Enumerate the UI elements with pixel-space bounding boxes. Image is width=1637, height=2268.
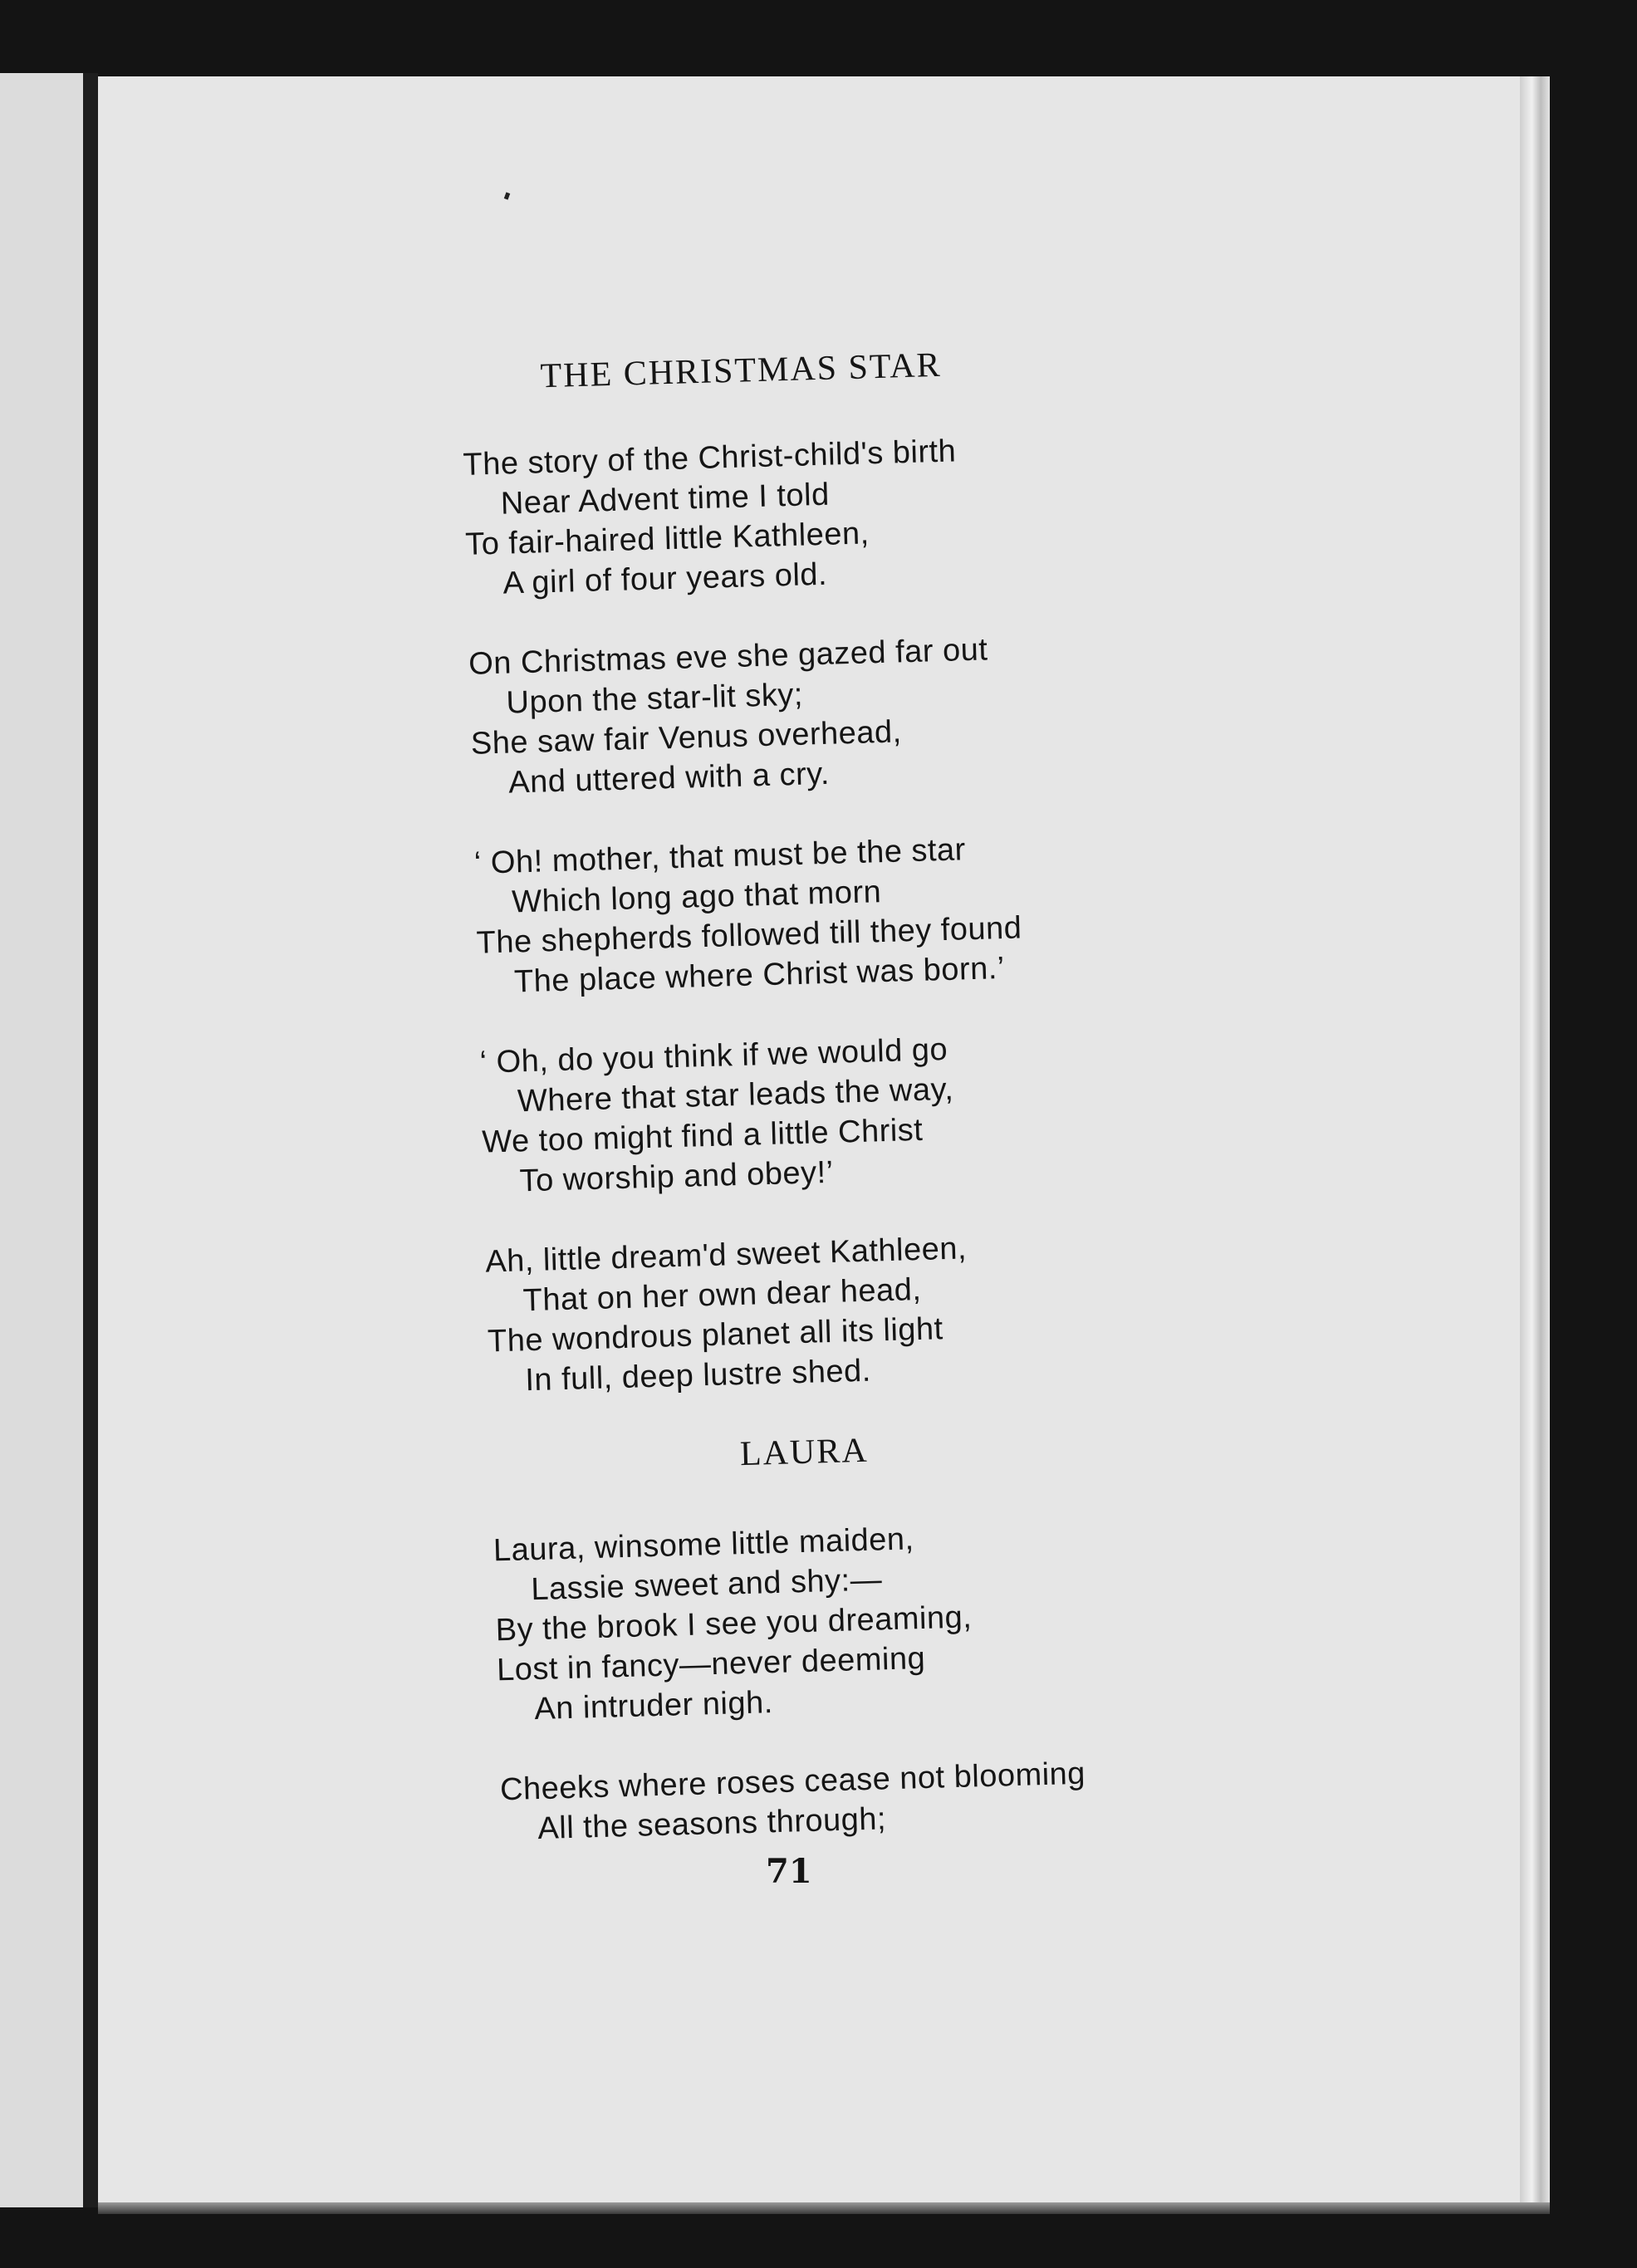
poem-line: Where that star leads the way, <box>517 1071 954 1119</box>
ink-speck <box>504 192 510 199</box>
stanza <box>499 1749 1248 1849</box>
poem-line: Upon the star-lit sky; <box>506 677 804 721</box>
poem-line: The shepherds followed till they found <box>476 910 1022 961</box>
poem-line: Ah, little dream'd sweet Kathleen, <box>484 1231 968 1280</box>
poem-line: In full, deep lustre shed. <box>524 1353 872 1399</box>
bottom-page-edge <box>98 2202 1550 2214</box>
stanza <box>473 823 1225 1003</box>
poem-line: Lassie sweet and shy:— <box>530 1562 883 1608</box>
stanza <box>479 1022 1231 1203</box>
stanza <box>493 1510 1245 1730</box>
poem-line: She saw fair Venus overhead, <box>470 714 903 762</box>
poem-line: And uttered with a cry. <box>507 756 831 801</box>
right-page-edge <box>1520 76 1550 2202</box>
poem-line: The story of the Christ-child's birth <box>462 434 957 483</box>
book-gutter <box>83 73 98 2207</box>
stanza <box>468 624 1220 804</box>
page-text <box>460 338 1250 1889</box>
poem-line: That on her own dear head, <box>522 1271 922 1319</box>
poem-line: Cheeks where roses cease not blooming <box>499 1756 1086 1808</box>
stanza <box>485 1221 1237 1401</box>
poem-line: Laura, winsome little maiden, <box>493 1521 915 1569</box>
poem-line: Lost in fancy—never deeming <box>496 1640 926 1688</box>
poem-line: A girl of four years old. <box>502 556 828 601</box>
poem-line: We too might find a little Christ <box>481 1112 924 1160</box>
poem-line: ‘ Oh, do you think if we would go <box>479 1031 948 1080</box>
poem-line: By the brook I see you dreaming, <box>495 1599 973 1648</box>
stanza <box>463 424 1214 605</box>
poem-line: All the seasons through; <box>537 1801 887 1847</box>
poem-line: To worship and obey!’ <box>519 1154 835 1199</box>
poem-line: Near Advent time I told <box>500 477 831 522</box>
poem-line: The place where Christ was born.’ <box>513 950 1006 1000</box>
poem-line: Which long ago that morn <box>511 874 882 920</box>
poem-line: An intruder nigh. <box>533 1685 774 1727</box>
poem-title: LAURA <box>739 1431 870 1474</box>
page-number: 71 <box>766 1852 812 1891</box>
poem-line: ‘ Oh! mother, that must be the star <box>473 832 967 881</box>
poem-line: To fair-haired little Kathleen, <box>464 516 870 562</box>
poem-line: On Christmas eve she gazed far out <box>468 632 988 682</box>
poem-title: THE CHRISTMAS STAR <box>539 345 943 396</box>
poem-line: The wondrous planet all its light <box>487 1311 944 1359</box>
book-page <box>98 76 1520 2202</box>
left-page-edge <box>0 73 83 2207</box>
